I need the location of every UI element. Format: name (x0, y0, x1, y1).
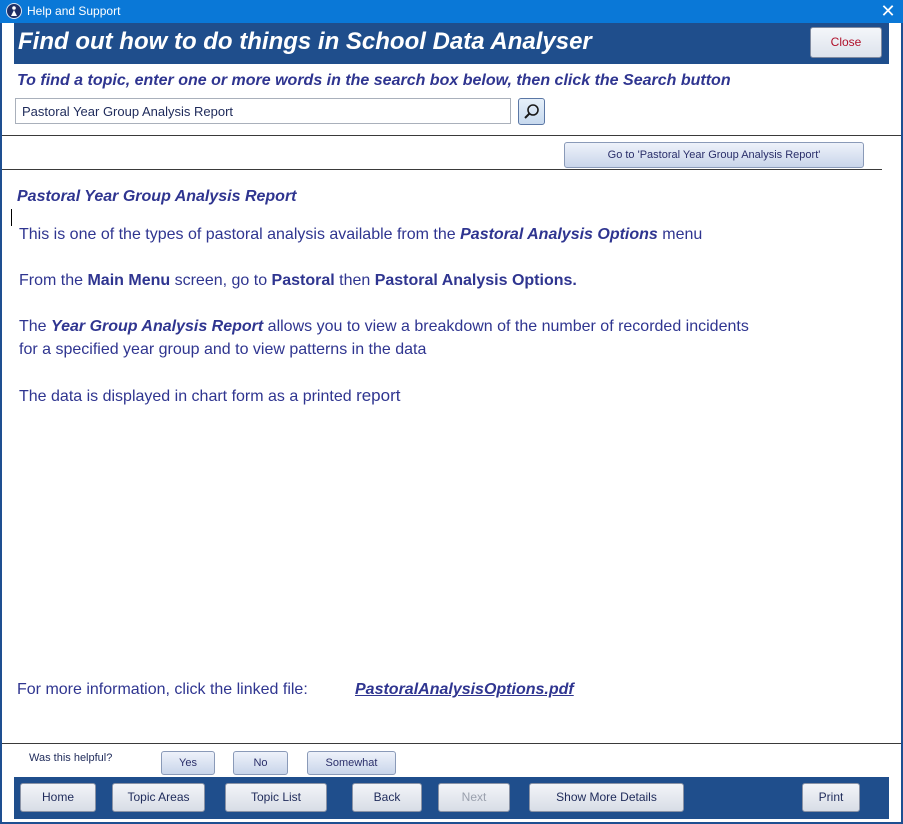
somewhat-button[interactable]: Somewhat (307, 751, 396, 775)
text-caret (11, 209, 12, 226)
paragraph-1: This is one of the types of pastoral analysis available from the Pastoral Analysis Options menu (19, 226, 703, 243)
back-button[interactable]: Back (352, 783, 422, 812)
show-more-details-button[interactable]: Show More Details (529, 783, 684, 812)
topic-areas-button[interactable]: Topic Areas (112, 783, 205, 812)
pdf-link[interactable]: PastoralAnalysisOptions.pdf (355, 681, 574, 698)
magnifier-icon (523, 103, 541, 121)
print-button[interactable]: Print (802, 783, 860, 812)
next-button[interactable]: Next (438, 783, 510, 812)
topic-title: Pastoral Year Group Analysis Report (17, 188, 297, 205)
divider-content (2, 169, 882, 170)
topic-list-button[interactable]: Topic List (225, 783, 327, 812)
no-button[interactable]: No (233, 751, 288, 775)
search-button[interactable] (518, 98, 545, 125)
page-title: Find out how to do things in School Data Analyser (18, 28, 592, 55)
search-instruction: To find a topic, enter one or more words in the search box below, then click the Search button (17, 72, 731, 89)
window-close-icon[interactable]: ✕ (880, 1, 896, 21)
window-titlebar (0, 0, 903, 23)
close-button[interactable]: Close (810, 27, 882, 58)
goto-topic-button[interactable]: Go to 'Pastoral Year Group Analysis Report' (564, 142, 864, 168)
search-input[interactable] (15, 98, 511, 124)
paragraph-2: From the Main Menu screen, go to Pastoral then Pastoral Analysis Options. (19, 272, 577, 289)
paragraph-4: The data is displayed in chart form as a printed report (19, 386, 401, 405)
home-button[interactable]: Home (20, 783, 96, 812)
more-info-label: For more information, click the linked file: (17, 681, 308, 698)
helpful-question: Was this helpful? (29, 752, 113, 764)
header-band (14, 23, 889, 64)
divider-top (2, 135, 901, 136)
divider-bottom (2, 743, 901, 744)
window-title: Help and Support (27, 4, 121, 18)
yes-button[interactable]: Yes (161, 751, 215, 775)
app-icon (6, 3, 22, 19)
paragraph-3: The Year Group Analysis Report allows you to view a breakdown of the number of recorded incidents for a specified year group and to view patterns in the data (19, 318, 749, 358)
